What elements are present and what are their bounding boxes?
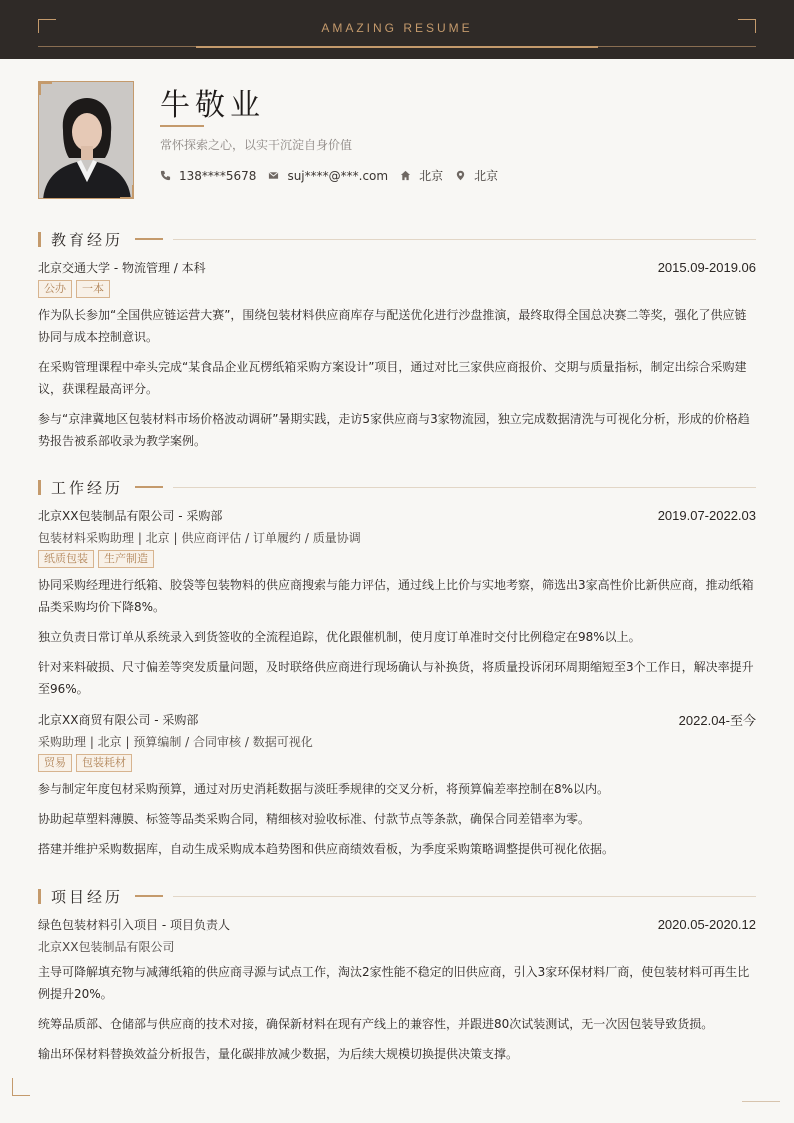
section-title: 项目经历 bbox=[51, 887, 124, 906]
entry-paragraph: 作为队长参加“全国供应链运营大赛”，围绕包装材料供应商库存与配送优化进行沙盘推演，最终取得全国总决赛二等奖，强化了供应链协同与成本控制意识。 bbox=[38, 308, 747, 344]
footer-rule bbox=[742, 1101, 780, 1102]
section-header bbox=[38, 887, 756, 905]
corner-ornament bbox=[12, 1078, 30, 1096]
tag: 公办 bbox=[38, 280, 72, 298]
tag-list bbox=[38, 548, 756, 570]
section-marker bbox=[38, 889, 41, 904]
band-divider-accent bbox=[196, 46, 598, 48]
entry-header bbox=[38, 256, 756, 278]
section-header bbox=[38, 478, 756, 496]
entry-paragraph: 针对来料破损、尺寸偏差等突发质量问题，及时联络供应商进行现场确认与补换货，将质量投诉闭环周期缩短至3个工作日，解决率提升至96%。 bbox=[38, 660, 754, 696]
entry-paragraph: 独立负责日常订单从系统录入到货签收的全流程追踪，优化跟催机制，使月度订单准时交付比例稳定在98%以上。 bbox=[38, 630, 641, 644]
tag: 生产制造 bbox=[98, 550, 154, 568]
location-icon bbox=[455, 170, 466, 181]
section-dash bbox=[135, 895, 163, 897]
entry-heading: 北京交通大学 - 物流管理 / 本科 bbox=[38, 260, 206, 275]
photo-corner-ornament bbox=[120, 185, 134, 199]
section-rule bbox=[173, 239, 756, 240]
contact-text: 北京 bbox=[419, 169, 444, 183]
entry-paragraph: 参与制定年度包材采购预算，通过对历史消耗数据与淡旺季规律的交叉分析，将预算偏差率控制在8%以内。 bbox=[38, 782, 610, 796]
contact-text: 138****5678 bbox=[179, 168, 257, 183]
avatar bbox=[38, 81, 134, 199]
band-title: AMAZING RESUME bbox=[321, 21, 473, 35]
entry-paragraph: 参与“京津冀地区包装材料市场价格波动调研”暑期实践，走访5家供应商与3家物流园，独立完成数据清洗与可视化分析，形成的价格趋势报告被系部收录为教学案例。 bbox=[38, 412, 750, 448]
entry-header bbox=[38, 708, 756, 730]
tag: 一本 bbox=[76, 280, 110, 298]
entry-subtitle: 包装材料采购助理 | 北京 | 供应商评估 / 订单履约 / 质量协调 bbox=[38, 530, 361, 545]
entry-header bbox=[38, 504, 756, 526]
entry-date: 2020.05-2020.12 bbox=[657, 916, 756, 932]
home-icon bbox=[400, 170, 411, 181]
name-underline bbox=[160, 125, 204, 127]
entry-heading: 北京XX包装制品有限公司 - 采购部 bbox=[38, 508, 223, 523]
section-dash bbox=[135, 238, 163, 240]
entry-paragraph: 协助起草塑料薄膜、标签等品类采购合同，精细核对验收标准、付款节点等条款，确保合同差错率为零。 bbox=[38, 812, 591, 826]
contact-email bbox=[268, 169, 388, 183]
contact-phone bbox=[160, 169, 256, 183]
section-title: 教育经历 bbox=[51, 230, 124, 249]
entry-heading: 绿色包装材料引入项目 - 项目负责人 bbox=[38, 917, 230, 932]
section-header bbox=[38, 230, 756, 248]
entry-paragraph: 统筹品质部、仓储部与供应商的技术对接，确保新材料在现有产线上的兼容性，并跟进80次试装测试，无一次因包装导致货损。 bbox=[38, 1017, 714, 1031]
entry-paragraph: 输出环保材料替换效益分析报告，量化碳排放减少数据，为后续大规模切换提供决策支撑。 bbox=[38, 1047, 519, 1061]
entry-subtitle: 采购助理 | 北京 | 预算编制 / 合同审核 / 数据可视化 bbox=[38, 734, 313, 749]
section-marker bbox=[38, 232, 41, 247]
section-title: 工作经历 bbox=[51, 478, 124, 497]
entry-date: 2019.07-2022.03 bbox=[657, 507, 756, 523]
section-marker bbox=[38, 480, 41, 495]
contact-location bbox=[455, 167, 498, 184]
entry-paragraph: 协同采购经理进行纸箱、胶袋等包装物料的供应商搜索与能力评估，通过线上比价与实地考察，筛选出3家高性价比新供应商，推动纸箱品类采购均价下降8%。 bbox=[38, 578, 754, 614]
tag: 纸质包装 bbox=[38, 550, 94, 568]
contact-text: suj****@***.com bbox=[287, 168, 389, 183]
entry-subtitle: 北京XX包装制品有限公司 bbox=[38, 939, 175, 954]
contact-text: 北京 bbox=[474, 169, 499, 183]
entry-header bbox=[38, 913, 756, 935]
work-section bbox=[38, 478, 756, 868]
profile-name: 牛敬业 bbox=[160, 88, 265, 123]
entry-paragraph: 主导可降解填充物与减薄纸箱的供应商寻源与试点工作，淘汰2家性能不稳定的旧供应商，引入3家环保材料厂商，使包装材料可再生比例提升20%。 bbox=[38, 965, 750, 1001]
entry-paragraph: 在采购管理课程中牵头完成“某食品企业瓦楞纸箱采购方案设计”项目，通过对比三家供应商报价、交期与质量指标，制定出综合采购建议，获课程最高评分。 bbox=[38, 360, 747, 396]
tag-list bbox=[38, 752, 756, 774]
section-dash bbox=[135, 486, 163, 488]
entry-date: 2022.04-至今 bbox=[678, 712, 756, 728]
tag: 贸易 bbox=[38, 754, 72, 772]
education-section bbox=[38, 230, 756, 460]
mail-icon bbox=[268, 170, 279, 181]
phone-icon bbox=[160, 170, 171, 181]
entry-date: 2015.09-2019.06 bbox=[657, 259, 756, 275]
tag-list bbox=[38, 278, 756, 300]
entry-paragraph: 搭建并维护采购数据库，自动生成采购成本趋势图和供应商绩效看板，为季度采购策略调整提供可视化依据。 bbox=[38, 842, 615, 856]
portrait-image bbox=[39, 82, 134, 199]
entry-heading: 北京XX商贸有限公司 - 采购部 bbox=[38, 712, 199, 727]
project-section bbox=[38, 887, 756, 1073]
photo-corner-ornament bbox=[38, 81, 52, 95]
contact-row bbox=[160, 167, 510, 184]
tag: 包装耗材 bbox=[76, 754, 132, 772]
section-rule bbox=[173, 487, 756, 488]
section-rule bbox=[173, 896, 756, 897]
contact-home bbox=[400, 167, 443, 184]
profile-motto: 常怀探索之心，以实干沉淀自身价值 bbox=[160, 138, 353, 152]
